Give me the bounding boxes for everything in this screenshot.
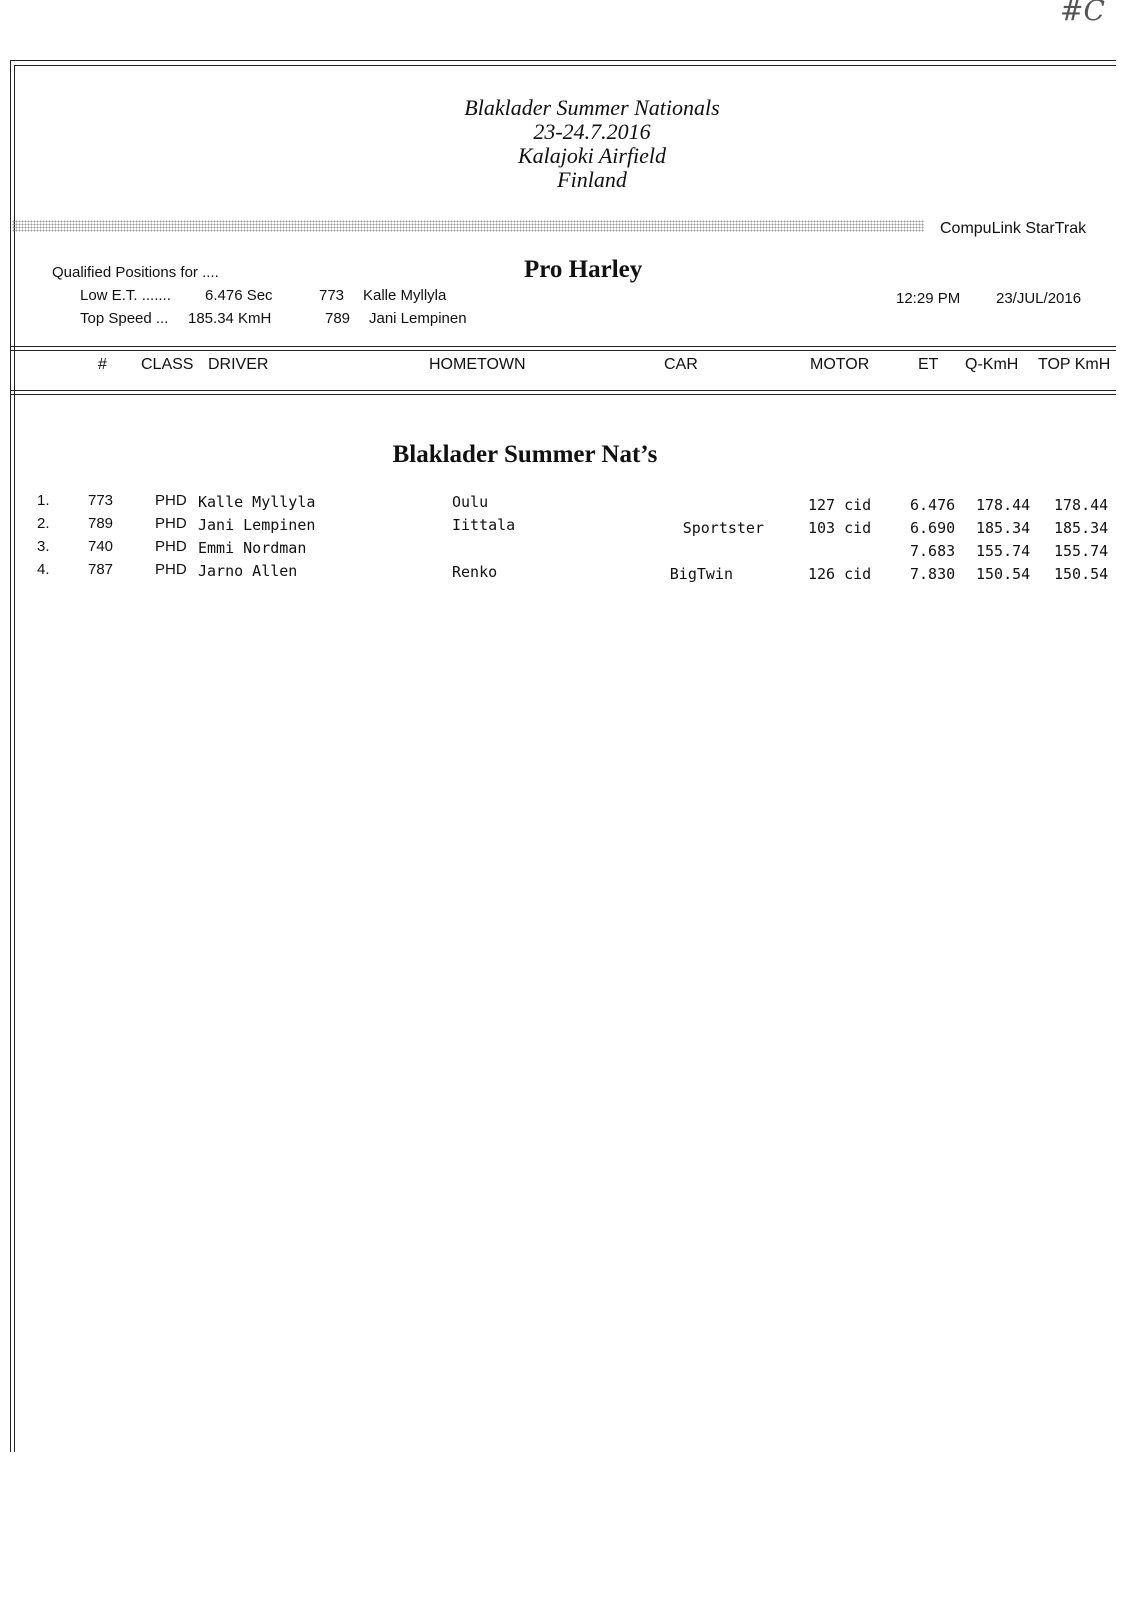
row-topkmh: 150.54: [1054, 565, 1109, 583]
col-header-qkmh: Q-KmH: [965, 356, 1019, 373]
col-header-motor: MOTOR: [810, 356, 870, 373]
frame-top-line-1: [10, 60, 1116, 61]
top-speed-label: Top Speed ...: [80, 310, 169, 327]
row-driver: Kalle Myllyla: [198, 493, 316, 511]
col-header-num: #: [98, 356, 107, 373]
row-topkmh: 155.74: [1054, 542, 1109, 560]
class-title: Pro Harley: [524, 256, 643, 283]
row-et: 7.830: [910, 565, 956, 583]
section-title: Blaklader Summer Nat’s: [392, 441, 658, 468]
col-header-driver: DRIVER: [208, 356, 269, 373]
row-number: 773: [88, 492, 114, 509]
dotted-band: [12, 220, 924, 232]
row-qkmh: 178.44: [976, 496, 1031, 514]
row-hometown: Renko: [452, 563, 498, 581]
row-qkmh: 150.54: [976, 565, 1031, 583]
event-venue: Kalajoki Airfield: [517, 143, 667, 168]
row-hometown: Oulu: [452, 493, 489, 511]
row-class: PHD: [155, 538, 187, 555]
row-position: 2.: [37, 515, 50, 532]
row-driver: Jarno Allen: [198, 562, 298, 580]
event-name: Blaklader Summer Nationals: [464, 95, 720, 120]
col-header-et: ET: [918, 356, 939, 373]
row-car: BigTwin: [669, 565, 733, 583]
top-speed-value: 185.34 KmH: [188, 310, 272, 327]
row-number: 740: [88, 538, 114, 555]
row-qkmh: 155.74: [976, 542, 1031, 560]
col-header-car: CAR: [664, 356, 698, 373]
row-position: 4.: [37, 561, 50, 578]
row-et: 7.683: [910, 542, 956, 560]
columns-divider-2: [10, 394, 1116, 395]
row-qkmh: 185.34: [976, 519, 1031, 537]
row-driver: Emmi Nordman: [198, 539, 307, 557]
qualified-label: Qualified Positions for ....: [52, 264, 219, 281]
row-class: PHD: [155, 492, 187, 509]
low-et-label: Low E.T. .......: [80, 287, 171, 304]
row-et: 6.476: [910, 496, 956, 514]
top-speed-number: 789: [325, 310, 351, 327]
header-divider-2: [10, 350, 1116, 351]
col-header-class: CLASS: [141, 356, 194, 373]
top-speed-driver: Jani Lempinen: [369, 310, 467, 327]
row-topkmh: 178.44: [1054, 496, 1109, 514]
row-topkmh: 185.34: [1054, 519, 1109, 537]
low-et-number: 773: [319, 287, 345, 304]
columns-divider-1: [10, 390, 1116, 391]
brand-label: CompuLink StarTrak: [940, 220, 1087, 237]
frame-top-line-2: [14, 65, 1116, 66]
row-motor: 103 cid: [808, 519, 872, 537]
event-dates: 23-24.7.2016: [533, 119, 651, 144]
row-position: 1.: [37, 492, 50, 509]
row-position: 3.: [37, 538, 50, 555]
col-header-hometown: HOMETOWN: [429, 356, 526, 373]
col-header-topkmh: TOP KmH: [1038, 356, 1111, 373]
frame-left-line-2: [14, 65, 15, 1452]
event-header: [0, 96, 1124, 192]
row-driver: Jani Lempinen: [198, 516, 316, 534]
header-divider-1: [10, 346, 1116, 347]
row-motor: 126 cid: [808, 565, 872, 583]
row-number: 787: [88, 561, 114, 578]
row-hometown: Iittala: [452, 516, 516, 534]
frame-left-line-1: [10, 60, 11, 1452]
report-date: 23/JUL/2016: [996, 290, 1082, 307]
handwritten-mark: #C: [1060, 0, 1105, 27]
row-motor: 127 cid: [808, 496, 872, 514]
row-class: PHD: [155, 561, 187, 578]
low-et-driver: Kalle Myllyla: [363, 287, 447, 304]
row-car: Sportster: [682, 519, 764, 537]
event-country: Finland: [557, 167, 627, 192]
row-number: 789: [88, 515, 114, 532]
report-time: 12:29 PM: [896, 290, 961, 307]
row-et: 6.690: [910, 519, 956, 537]
row-class: PHD: [155, 515, 187, 532]
low-et-value: 6.476 Sec: [205, 287, 273, 304]
